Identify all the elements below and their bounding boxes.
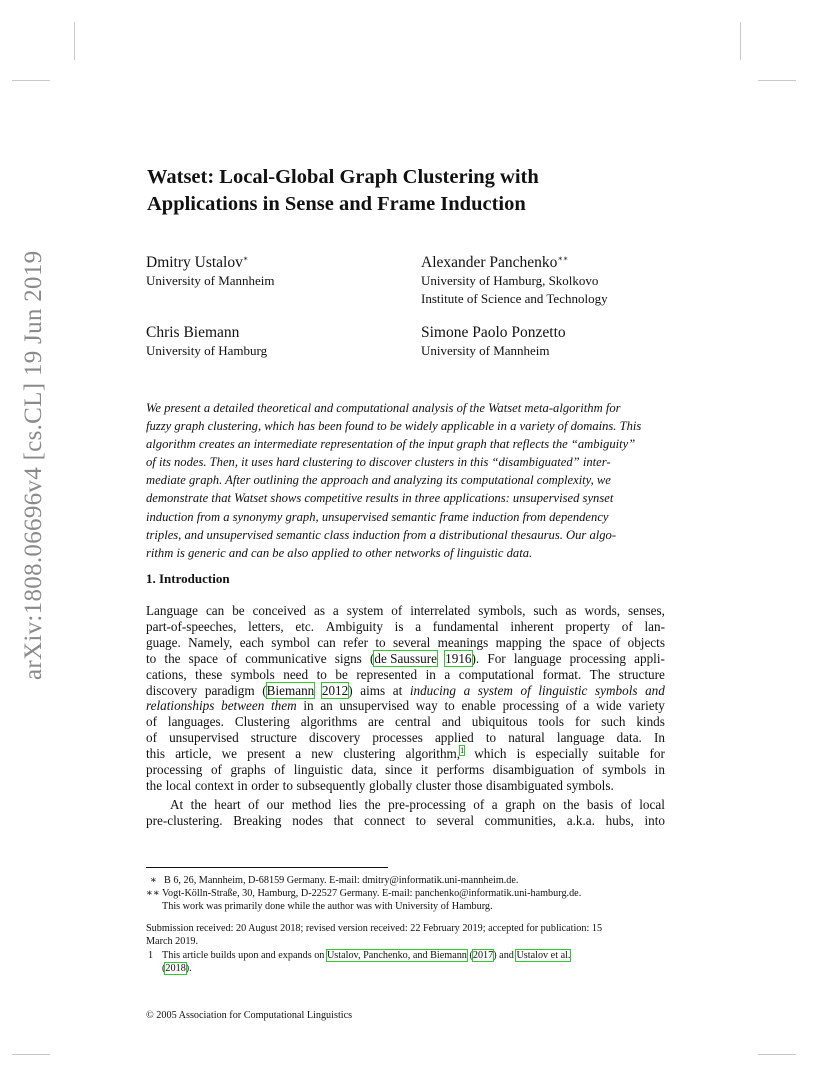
word: paradigm [204, 682, 255, 698]
word: symbols [595, 682, 638, 698]
word: of [565, 698, 577, 714]
word: natural [508, 730, 545, 746]
word: signs [334, 650, 362, 666]
word: space [572, 634, 602, 650]
word: can [205, 603, 225, 618]
word: Namely, [188, 634, 233, 650]
word: pre-clustering. [146, 812, 223, 828]
submission-info: Submission received: 20 August 2018; revised version received: 22 February 2019; accepted for publication: 15 March 2019. [146, 923, 603, 947]
citation-link[interactable]: Ustalov, Panchenko, and Biemann [326, 950, 467, 961]
author-affiliation: University of Hamburg [146, 343, 268, 358]
word: applied [434, 730, 474, 746]
word: to [316, 666, 327, 682]
word: such [601, 714, 626, 730]
footnote: ∗ B 6, 26, Mannheim, D-68159 Germany. E-mail: dmitry@informatik.uni-mannheim.de. [150, 875, 519, 886]
word: of [248, 797, 260, 812]
word: between [221, 698, 265, 714]
word: a [491, 797, 498, 812]
crop-mark [758, 80, 796, 81]
word: it [420, 762, 429, 778]
text-line [146, 619, 665, 635]
word: an [320, 698, 333, 714]
text-line [146, 651, 665, 667]
word: Ambiguity [325, 618, 383, 634]
word: letters, [248, 618, 284, 634]
word: clustering [343, 746, 396, 762]
word: the [549, 634, 566, 650]
word: interrelated [410, 603, 471, 618]
word: for [649, 746, 665, 762]
word: nodes [292, 812, 323, 828]
word: lan- [644, 618, 665, 634]
word: this [146, 746, 166, 762]
word: of [210, 762, 222, 778]
word: space [188, 650, 218, 666]
word: a.k.a. [566, 812, 595, 828]
author-affiliation: University of Mannheim [146, 273, 275, 288]
word: we [221, 746, 237, 762]
text-line [146, 683, 665, 699]
word: computational [458, 666, 535, 682]
title-line: Watset: Local-Global Graph Clustering with [147, 166, 539, 188]
word: processing [502, 698, 559, 714]
word: new [311, 746, 334, 762]
word: connect [364, 812, 406, 828]
word: several [392, 634, 431, 650]
citation-link[interactable]: Ustalov et al. [516, 950, 571, 961]
word: guage. [146, 634, 181, 650]
word: cations, [146, 666, 187, 682]
word: relationships [146, 698, 215, 714]
word: are [368, 714, 385, 730]
word: unsupervised [169, 730, 239, 746]
word: data. [616, 730, 642, 746]
abstract-line: of its nodes. Then, it uses hard clustering to discover clusters in this “disambiguated” inter- [146, 455, 611, 470]
word: since [385, 762, 413, 778]
word: to [444, 698, 455, 714]
word: meanings [437, 634, 489, 650]
author-affiliation: University of Mannheim [421, 343, 550, 358]
word: objects [627, 634, 665, 650]
word: communicative [245, 650, 327, 666]
word: especially [535, 746, 589, 762]
word: context [194, 777, 234, 793]
author-name: Simone Paolo Ponzetto [421, 324, 566, 341]
word: of [146, 730, 157, 746]
word: to [282, 777, 293, 793]
word: wide [595, 698, 622, 714]
word: algorithm,$^1$ [405, 745, 465, 762]
word: a [332, 603, 339, 618]
title-line: Applications in Sense and Frame Induction [147, 193, 526, 215]
word: Clustering [234, 714, 290, 730]
word: etc. [295, 618, 315, 634]
word: article, [175, 746, 212, 762]
abstract-line: induction from a synonymy graph, unsupervised semantic frame induction from dependency [146, 509, 609, 524]
abstract-line: rithm is generic and can be also applied to other networks of linguistic data. [146, 545, 533, 560]
word: linguistic [538, 682, 588, 698]
abstract-line: triples, and unsupervised semantic class induction from a distributional thesaurus. Our algo- [146, 527, 617, 542]
abstract [146, 399, 664, 562]
text-line [146, 603, 665, 619]
word: discovery [308, 730, 361, 746]
word: (Biemann [262, 682, 315, 698]
author-name: Dmitry Ustalov∗ [146, 253, 249, 271]
text-run: ). [185, 963, 192, 974]
word: (de Saussure [369, 650, 437, 666]
footnote-line: 1 This article builds upon and expands on Ustalov, Panchenko, and Biemann (2017) and Ustalov et al. [148, 950, 571, 961]
word: fundamental [432, 618, 499, 634]
word: is [516, 746, 526, 762]
word: of [146, 714, 157, 730]
body-paragraph [146, 797, 665, 829]
word: heart [214, 797, 241, 812]
arxiv-stamp-text: arXiv:1808.06696v4 [cs.CL] 19 Jun 2019 [20, 250, 47, 680]
word: inducing [409, 682, 456, 698]
word: the [146, 777, 163, 793]
abstract-line: algorithm creates an intermediate representation of the input graph that reflects the “ambiguity” [146, 437, 636, 452]
word: a [463, 682, 471, 698]
text-line [146, 746, 665, 762]
text-run: ( [162, 963, 166, 974]
word: each [239, 634, 264, 650]
crop-mark [758, 1054, 796, 1055]
word: refer [343, 634, 368, 650]
citation-link[interactable]: 2012 [321, 682, 349, 698]
word: to [485, 730, 497, 746]
word: processes [372, 730, 423, 746]
word: processing [569, 650, 626, 666]
word: format. [542, 666, 582, 682]
word: of [391, 603, 403, 618]
footnote: ∗∗ Vogt-Kölln-Straße, 30, Hamburg, D-22527 Germany. E-mail: panchenko@informatik.uni-hamburg.de. This work was primarily done while the author was with University of Hamburg. [146, 888, 582, 912]
word: words, [584, 603, 621, 618]
word: represented [356, 666, 418, 682]
copyright: © 2005 Association for Computational Linguistics [146, 1010, 353, 1021]
word: for [574, 714, 591, 730]
word: hubs, [605, 812, 634, 828]
crop-mark [740, 22, 741, 60]
word: of [609, 634, 621, 650]
word: kinds [636, 714, 665, 730]
citation-link[interactable]: Biemann [266, 682, 315, 698]
body-paragraph [146, 603, 665, 794]
word: our [266, 797, 285, 812]
word: is [394, 618, 404, 634]
word: language [556, 730, 605, 746]
word: performs [436, 762, 485, 778]
word: discovery [146, 682, 198, 698]
text-run: ( [466, 950, 473, 961]
author-affiliation: University of Hamburg, Skolkovo Institute of Science and Technology [421, 273, 608, 306]
word: The [589, 666, 611, 682]
word: these [195, 666, 223, 682]
word: on [542, 797, 556, 812]
abstract-line: mediate graph. After outlining the approach and analyzing its computational complexity, we [146, 473, 611, 488]
word: conceived [252, 603, 307, 618]
word: property [565, 618, 611, 634]
word: symbols [230, 666, 275, 682]
word: the [563, 797, 580, 812]
word: cluster [415, 777, 451, 793]
text-run: This article builds upon and expands on [162, 950, 327, 961]
footnote-rule [146, 867, 388, 868]
word: senses, [627, 603, 665, 618]
word: tools [538, 714, 565, 730]
text-line [146, 762, 665, 778]
word: symbols. [566, 777, 614, 793]
text-line [146, 778, 665, 794]
word: mapping [495, 634, 542, 650]
word: of [582, 762, 594, 778]
word: a [583, 698, 590, 714]
word: local [639, 797, 665, 812]
abstract-line: demonstrate that Watset shows competitive results in three applications: unsupervised synset [146, 491, 614, 506]
word: the [364, 797, 381, 812]
text-line [146, 797, 665, 813]
footnote [148, 949, 570, 975]
abstract-line: fuzzy graph clustering, which has been found to be widely applicable in a variety of domains. This [146, 419, 642, 434]
word: of [520, 682, 531, 698]
citation-link[interactable]: de Saussure [374, 650, 437, 666]
word: in [425, 666, 436, 682]
word: of [274, 762, 286, 778]
word: symbol [271, 634, 311, 650]
word: to [146, 650, 157, 666]
word: 2012) [321, 682, 353, 698]
word: be [335, 666, 348, 682]
word: and [645, 682, 665, 698]
citation-link[interactable]: 1 [460, 745, 465, 755]
word: into [644, 812, 665, 828]
word: Breaking [233, 812, 282, 828]
word: which [474, 746, 507, 762]
word: graphs [230, 762, 266, 778]
text-line [146, 730, 665, 746]
footnote-line [148, 962, 570, 975]
paper-title [147, 164, 667, 218]
word: of [473, 797, 485, 812]
author-name: Chris Biemann [146, 324, 240, 341]
section-heading: 1. Introduction [146, 571, 230, 586]
word: subsequently [296, 777, 366, 793]
word: inherent [510, 618, 554, 634]
word: structure [250, 730, 297, 746]
word: basis [586, 797, 614, 812]
word: At [170, 797, 184, 812]
word: In [653, 730, 665, 746]
word: that [333, 812, 354, 828]
word: to [375, 634, 386, 650]
word: disambiguated [486, 777, 563, 793]
word: communities, [484, 812, 557, 828]
word: at [392, 682, 403, 698]
word: of [226, 650, 238, 666]
word: of [621, 618, 633, 634]
word: local [165, 777, 192, 793]
word: Language [146, 603, 198, 618]
word: data, [351, 762, 377, 778]
word: method [291, 797, 332, 812]
word: order [251, 777, 280, 793]
text-line [146, 698, 665, 714]
word: to [415, 812, 426, 828]
word: linguistic [293, 762, 343, 778]
word: processing [146, 762, 203, 778]
word: 1916). [445, 650, 480, 666]
word: enable [461, 698, 496, 714]
word: unsupervised [339, 698, 410, 714]
word: graph [505, 797, 536, 812]
text-run: ) and [493, 950, 517, 961]
word: way [415, 698, 438, 714]
word: a [295, 746, 302, 762]
word: a [415, 618, 422, 634]
citation-link[interactable]: 2017 [472, 950, 494, 961]
word: language [513, 650, 562, 666]
word: the [164, 650, 181, 666]
word: them [271, 698, 297, 714]
word: be [232, 603, 245, 618]
word: part-of-speeches, [146, 618, 237, 634]
word: symbols, [478, 603, 526, 618]
word: languages. [167, 714, 224, 730]
crop-mark [74, 22, 75, 60]
word: in [303, 698, 314, 714]
word: and [441, 714, 461, 730]
word: system [346, 603, 384, 618]
word: ubiquitous [471, 714, 528, 730]
word: For [487, 650, 506, 666]
word: can [317, 634, 336, 650]
word: present [247, 746, 286, 762]
word: such [533, 603, 558, 618]
word: structure [618, 666, 665, 682]
word: algorithms [300, 714, 358, 730]
word: the [190, 797, 207, 812]
word: lies [338, 797, 358, 812]
word: pre-processing [388, 797, 466, 812]
word: aims [360, 682, 386, 698]
crop-mark [12, 1054, 50, 1055]
word: system [477, 682, 513, 698]
word: symbols [602, 762, 647, 778]
word: need [283, 666, 309, 682]
word: a [444, 666, 451, 682]
author-name: Alexander Panchenko∗∗ [421, 253, 569, 271]
word: disambiguation [492, 762, 575, 778]
text-line [146, 714, 665, 730]
word: several [436, 812, 474, 828]
word: as [313, 603, 325, 618]
word: in [237, 777, 248, 793]
citation-link[interactable]: 2018 [165, 963, 186, 974]
word: variety [628, 698, 665, 714]
word: as [565, 603, 577, 618]
word: globally [368, 777, 413, 793]
word: those [454, 777, 483, 793]
word: in [654, 762, 665, 778]
crop-mark [12, 80, 50, 81]
text-line [146, 813, 665, 829]
abstract-line: We present a detailed theoretical and computational analysis of the Watset meta-algorithm for [146, 401, 621, 415]
text-line [146, 635, 665, 651]
text-line [146, 667, 665, 683]
word: appli- [634, 650, 665, 666]
word: suitable [598, 746, 640, 762]
word: central [395, 714, 431, 730]
citation-link[interactable]: 1916 [445, 650, 472, 666]
word: of [620, 797, 632, 812]
